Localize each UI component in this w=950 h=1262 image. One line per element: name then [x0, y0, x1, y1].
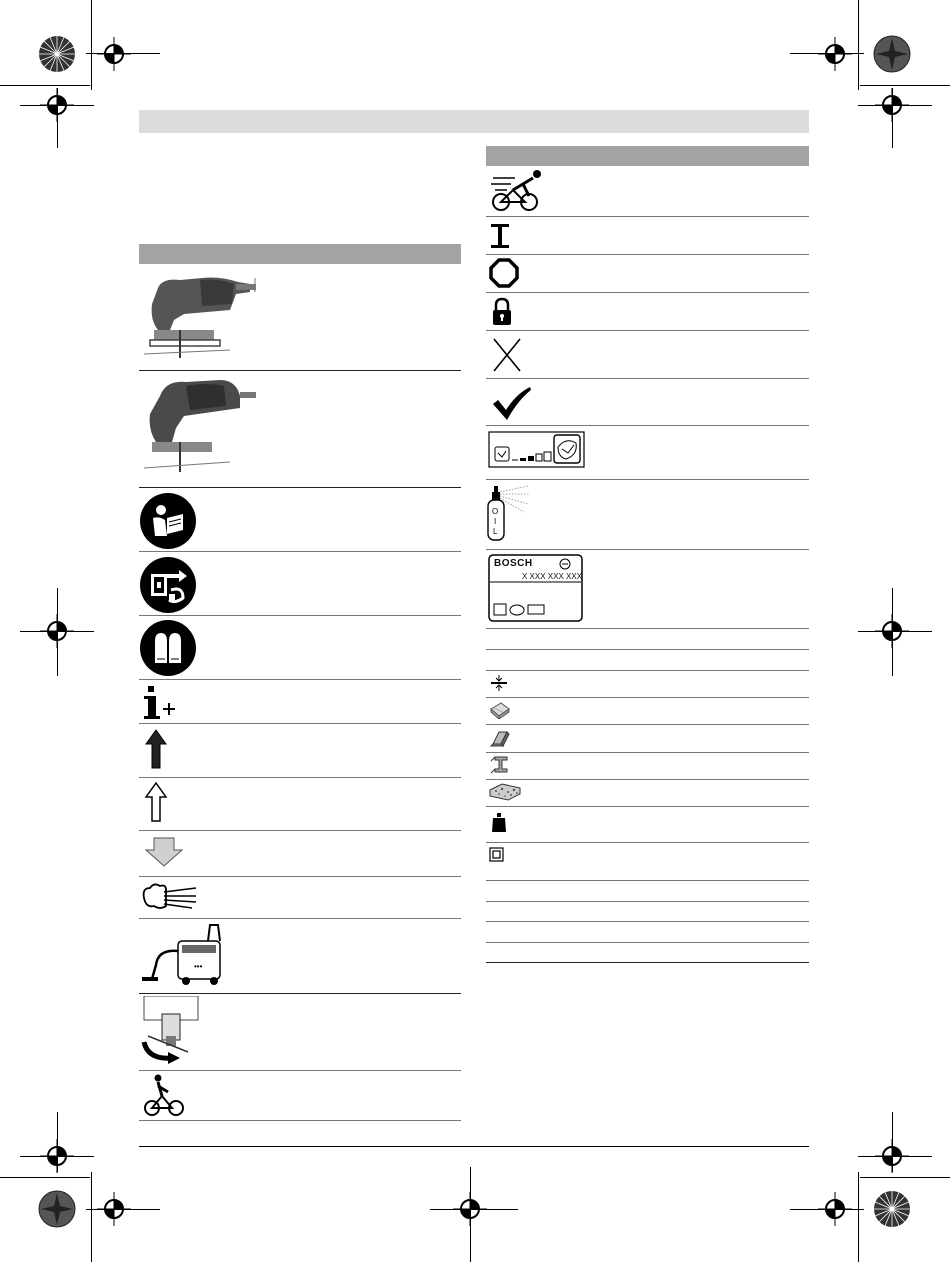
row-divider [486, 697, 809, 698]
blow-air-icon [140, 880, 200, 914]
type-plate-icon [488, 554, 584, 624]
row-divider [139, 615, 461, 616]
stone-icon [488, 782, 522, 802]
table-bottom-line [486, 962, 809, 963]
svg-text:O: O [492, 507, 499, 516]
registration-mark-icon [875, 1139, 909, 1173]
row-divider [486, 649, 809, 650]
vacuum-cleaner-icon [138, 921, 228, 989]
row-divider [139, 723, 461, 724]
cut-depth-icon [489, 674, 509, 692]
row-divider [486, 880, 809, 881]
row-divider [139, 551, 461, 552]
row-divider [486, 921, 809, 922]
protection-class-icon [489, 847, 505, 863]
label-part-number: X XXX XXX XXX [522, 572, 583, 581]
cmyk-target-icon [873, 35, 911, 73]
row-divider [486, 779, 809, 780]
row-divider [139, 876, 461, 877]
row-divider [139, 1070, 461, 1071]
jigsaw-with-guide-icon [140, 270, 265, 365]
blade-rotate-icon [138, 996, 204, 1064]
octagon-icon [489, 258, 519, 288]
oil-spray-icon [484, 482, 534, 542]
row-divider [486, 479, 809, 480]
registration-mark-icon [875, 614, 909, 648]
registration-mark-icon [453, 1192, 487, 1226]
row-divider [486, 628, 809, 629]
row-divider [486, 901, 809, 902]
info-plus-icon [141, 684, 181, 720]
unplug-icon [139, 556, 197, 614]
registration-mark-icon [818, 37, 852, 71]
row-divider [139, 1120, 461, 1121]
arrow-down-icon [144, 836, 184, 868]
row-divider [486, 752, 809, 753]
wood-icon [489, 701, 511, 719]
left-table-header [139, 244, 461, 264]
i-beam-icon [489, 222, 511, 250]
row-divider [486, 670, 809, 671]
registration-mark-icon [40, 1139, 74, 1173]
registration-mark-icon [818, 1192, 852, 1226]
jigsaw-icon [140, 376, 265, 476]
row-divider [486, 806, 809, 807]
svg-text:L: L [493, 527, 498, 536]
read-manual-icon [139, 492, 197, 550]
right-table-header [486, 146, 809, 166]
registration-mark-icon [97, 37, 131, 71]
row-divider [139, 487, 461, 488]
page-header-bar [139, 110, 809, 133]
arrow-up-filled-icon [144, 728, 168, 770]
registration-mark-icon [40, 88, 74, 122]
star-target-icon [38, 35, 76, 73]
speed-level-icon [488, 431, 586, 469]
cross-mark-icon [490, 336, 524, 374]
cyclist-icon [142, 1072, 188, 1118]
row-divider [486, 942, 809, 943]
svg-text:•••: ••• [194, 962, 203, 971]
label-brand: BOSCH [494, 558, 533, 569]
row-divider [139, 993, 461, 994]
row-divider [486, 216, 809, 217]
row-divider [486, 549, 809, 550]
svg-text:I: I [494, 517, 497, 526]
row-divider [139, 777, 461, 778]
row-divider [139, 918, 461, 919]
row-divider [486, 330, 809, 331]
arrow-up-outline-icon [144, 781, 168, 823]
wear-gloves-icon [139, 619, 197, 677]
registration-mark-icon [875, 88, 909, 122]
cmyk-target-icon [38, 1190, 76, 1228]
row-divider [486, 378, 809, 379]
star-target-icon [873, 1190, 911, 1228]
footer-rule [139, 1146, 809, 1147]
metal-sheet-icon [489, 728, 511, 748]
padlock-icon [491, 297, 513, 327]
registration-mark-icon [97, 1192, 131, 1226]
row-divider [486, 425, 809, 426]
row-divider [486, 724, 809, 725]
registration-mark-icon [40, 614, 74, 648]
row-divider [139, 370, 461, 371]
row-divider [139, 830, 461, 831]
check-mark-icon [490, 384, 534, 422]
row-divider [139, 679, 461, 680]
row-divider [486, 842, 809, 843]
profile-icon [489, 755, 511, 775]
weight-icon [490, 812, 510, 834]
fast-cyclist-icon [489, 168, 549, 214]
row-divider [486, 254, 809, 255]
row-divider [486, 292, 809, 293]
